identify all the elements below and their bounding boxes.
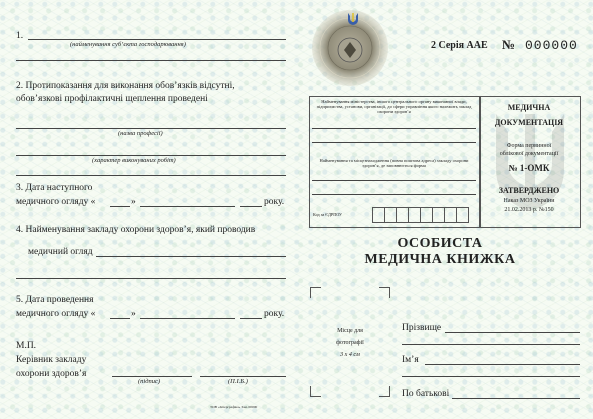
item4-field2[interactable] [16, 278, 286, 279]
ministry-caption: Найменування міністерства, іншого центрального органу виконавчої влади, підприємства, установи, організації, до сфери управління якого належить заклад охорони здоров’я [316, 99, 472, 114]
medical-doc-line1: МЕДИЧНА [507, 103, 551, 112]
footer-print: ТОВ «Інтерграфіка» Зам. 00000 [210, 405, 258, 409]
work-caption: (характер виконуваних робіт) [92, 157, 176, 164]
work-line[interactable] [16, 155, 286, 156]
ministry-field[interactable] [312, 128, 476, 129]
number-sign: № [502, 37, 516, 52]
photo-line3: 3 х 4 см [340, 352, 360, 358]
facility-field[interactable] [312, 180, 476, 181]
pib-field[interactable] [200, 376, 286, 377]
surname-field[interactable] [445, 332, 580, 333]
edrpou-cells[interactable] [372, 207, 469, 223]
item5-line1: 5. Дата проведення [16, 295, 94, 305]
name-label: Ім’я [402, 355, 419, 365]
item5-line2-prefix: медичного огляду « [16, 309, 96, 319]
stamp-place: М.П. [16, 341, 37, 351]
series-label: 2 Серія ААЕ [431, 40, 488, 51]
book-title-line2: МЕДИЧНА КНИЖКА [364, 252, 516, 267]
name-field[interactable] [425, 364, 580, 365]
primary-form-line1: Форма первинної [506, 143, 552, 149]
ministry-field2[interactable] [312, 142, 476, 143]
item1-line2[interactable] [16, 60, 286, 61]
item3-day-field[interactable] [110, 206, 130, 207]
item3-line1: 3. Дата наступного [16, 183, 93, 193]
item3-year: року. [264, 197, 285, 207]
item4-field[interactable] [96, 256, 286, 257]
item1-line[interactable] [28, 39, 286, 40]
profession-caption: (назва професії) [118, 130, 163, 137]
signature-field[interactable] [112, 376, 192, 377]
item5-year: року. [264, 309, 285, 319]
facility-caption: Найменування та місцезнаходження (повна поштова адреса) закладу охорони здоров’я, де заповнюється форма [319, 158, 469, 168]
item3-line2-prefix: медичного огляду « [16, 197, 96, 207]
pib-caption: (П.І.Б.) [228, 378, 248, 385]
item4-line1: 4. Найменування закладу охорони здоров’я, який проводив [16, 225, 256, 235]
number-value: 000000 [525, 38, 578, 53]
item5-day-field[interactable] [110, 318, 130, 319]
item3-year-field[interactable] [240, 206, 262, 207]
form-number: № 1-ОМК [508, 163, 550, 173]
photo-line1: Місце для [337, 328, 363, 334]
approved-label: ЗАТВЕРДЖЕНО [498, 186, 560, 195]
item5-quote-close: » [131, 309, 136, 319]
photo-line2: фотографії [336, 340, 364, 346]
head-line1: Керівник закладу [16, 355, 87, 365]
item1-caption: (найменування суб’єкта господарювання) [70, 41, 186, 48]
item3-month-field[interactable] [140, 206, 235, 207]
head-line2: охорони здоров’я [16, 369, 87, 379]
name-field2[interactable] [402, 376, 580, 377]
order-line1: Наказ МОЗ України [503, 198, 555, 204]
surname-label: Прізвище [402, 323, 442, 333]
item5-month-field[interactable] [140, 318, 235, 319]
facility-field2[interactable] [312, 194, 476, 195]
edrpou-label: Код за ЄДРПОУ [313, 212, 343, 217]
profession-line[interactable] [16, 128, 286, 129]
item5-year-field[interactable] [240, 318, 262, 319]
medical-doc-line2: ДОКУМЕНТАЦІЯ [494, 118, 564, 127]
patronymic-field[interactable] [452, 398, 580, 399]
signature-caption: (підпис) [138, 378, 161, 385]
item4-line2: медичний огляд [28, 247, 93, 257]
patronymic-label: По батькові [402, 389, 450, 399]
item2-line2: обов’язкові профілактичні щеплення проведені [16, 94, 208, 104]
book-title-line1: ОСОБИСТА [397, 236, 483, 251]
surname-field2[interactable] [402, 344, 580, 345]
order-line2: 21.02.2013 р. №150 [504, 207, 554, 213]
item2-line1: 2. Протипоказання для виконання обов’язків відсутні, [16, 81, 235, 91]
item1-number: 1. [16, 31, 24, 41]
primary-form-line2: облікової документації [499, 151, 559, 157]
trident-icon [347, 12, 359, 31]
item3-quote-close: » [131, 197, 136, 207]
work-line2[interactable] [16, 175, 286, 176]
